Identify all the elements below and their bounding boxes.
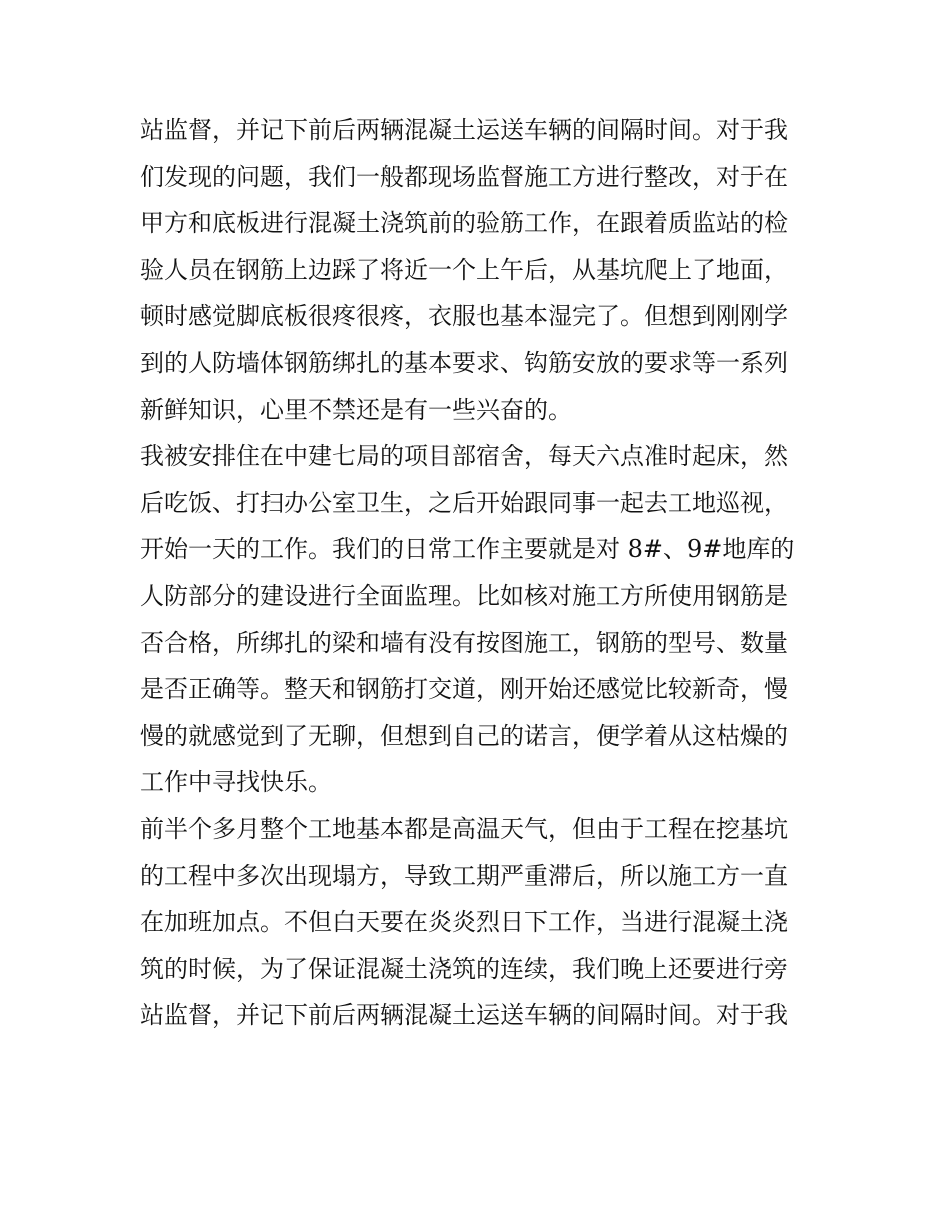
text-line: 的工程中多次出现塌方，导致工期严重滞后，所以施工方一直 — [140, 861, 788, 890]
text-line: 在加班加点。不但白天要在炎炎烈日下工作，当进行混凝土浇 — [140, 908, 788, 937]
text-line: 是否正确等。整天和钢筋打交道，刚开始还感觉比较新奇，慢 — [140, 675, 788, 704]
text-line: 筑的时候，为了保证混凝土浇筑的连续，我们晚上还要进行旁 — [140, 954, 788, 983]
text-line: 我被安排住在中建七局的项目部宿舍，每天六点准时起床，然 — [140, 442, 788, 471]
text-line: 们发现的问题，我们一般都现场监督施工方进行整改，对于在 — [140, 162, 788, 191]
text-line: 新鲜知识，心里不禁还是有一些兴奋的。 — [140, 395, 572, 424]
text-line: 慢的就感觉到了无聊，但想到自己的诺言，便学着从这枯燥的 — [140, 721, 788, 750]
text-line: 验人员在钢筋上边踩了将近一个上午后，从基坑爬上了地面， — [140, 255, 788, 284]
text-line: 站监督，并记下前后两辆混凝土运送车辆的间隔时间。对于我 — [140, 116, 788, 144]
text-line: 顿时感觉脚底板很疼很疼，衣服也基本湿完了。但想到刚刚学 — [140, 302, 788, 331]
text-line: 站监督，并记下前后两辆混凝土运送车辆的间隔时间。对于我 — [140, 1001, 788, 1030]
text-line: 后吃饭、打扫办公室卫生，之后开始跟同事一起去工地巡视， — [140, 488, 788, 517]
text-line: 人防部分的建设进行全面监理。比如核对施工方所使用钢筋是 — [140, 581, 788, 610]
text-line: 甲方和底板进行混凝土浇筑前的验筋工作，在跟着质监站的检 — [140, 209, 788, 238]
text-line: 到的人防墙体钢筋绑扎的基本要求、钩筋安放的要求等一系列 — [140, 348, 788, 377]
text-line: 前半个多月整个工地基本都是高温天气，但由于工程在挖基坑 — [140, 814, 788, 843]
document-body — [140, 107, 820, 1039]
text-line: 开始一天的工作。我们的日常工作主要就是对 8#、9#地库的 — [140, 535, 795, 564]
text-line: 否合格，所绑扎的梁和墙有没有按图施工，钢筋的型号、数量 — [140, 628, 788, 657]
text-line: 工作中寻找快乐。 — [140, 768, 332, 797]
